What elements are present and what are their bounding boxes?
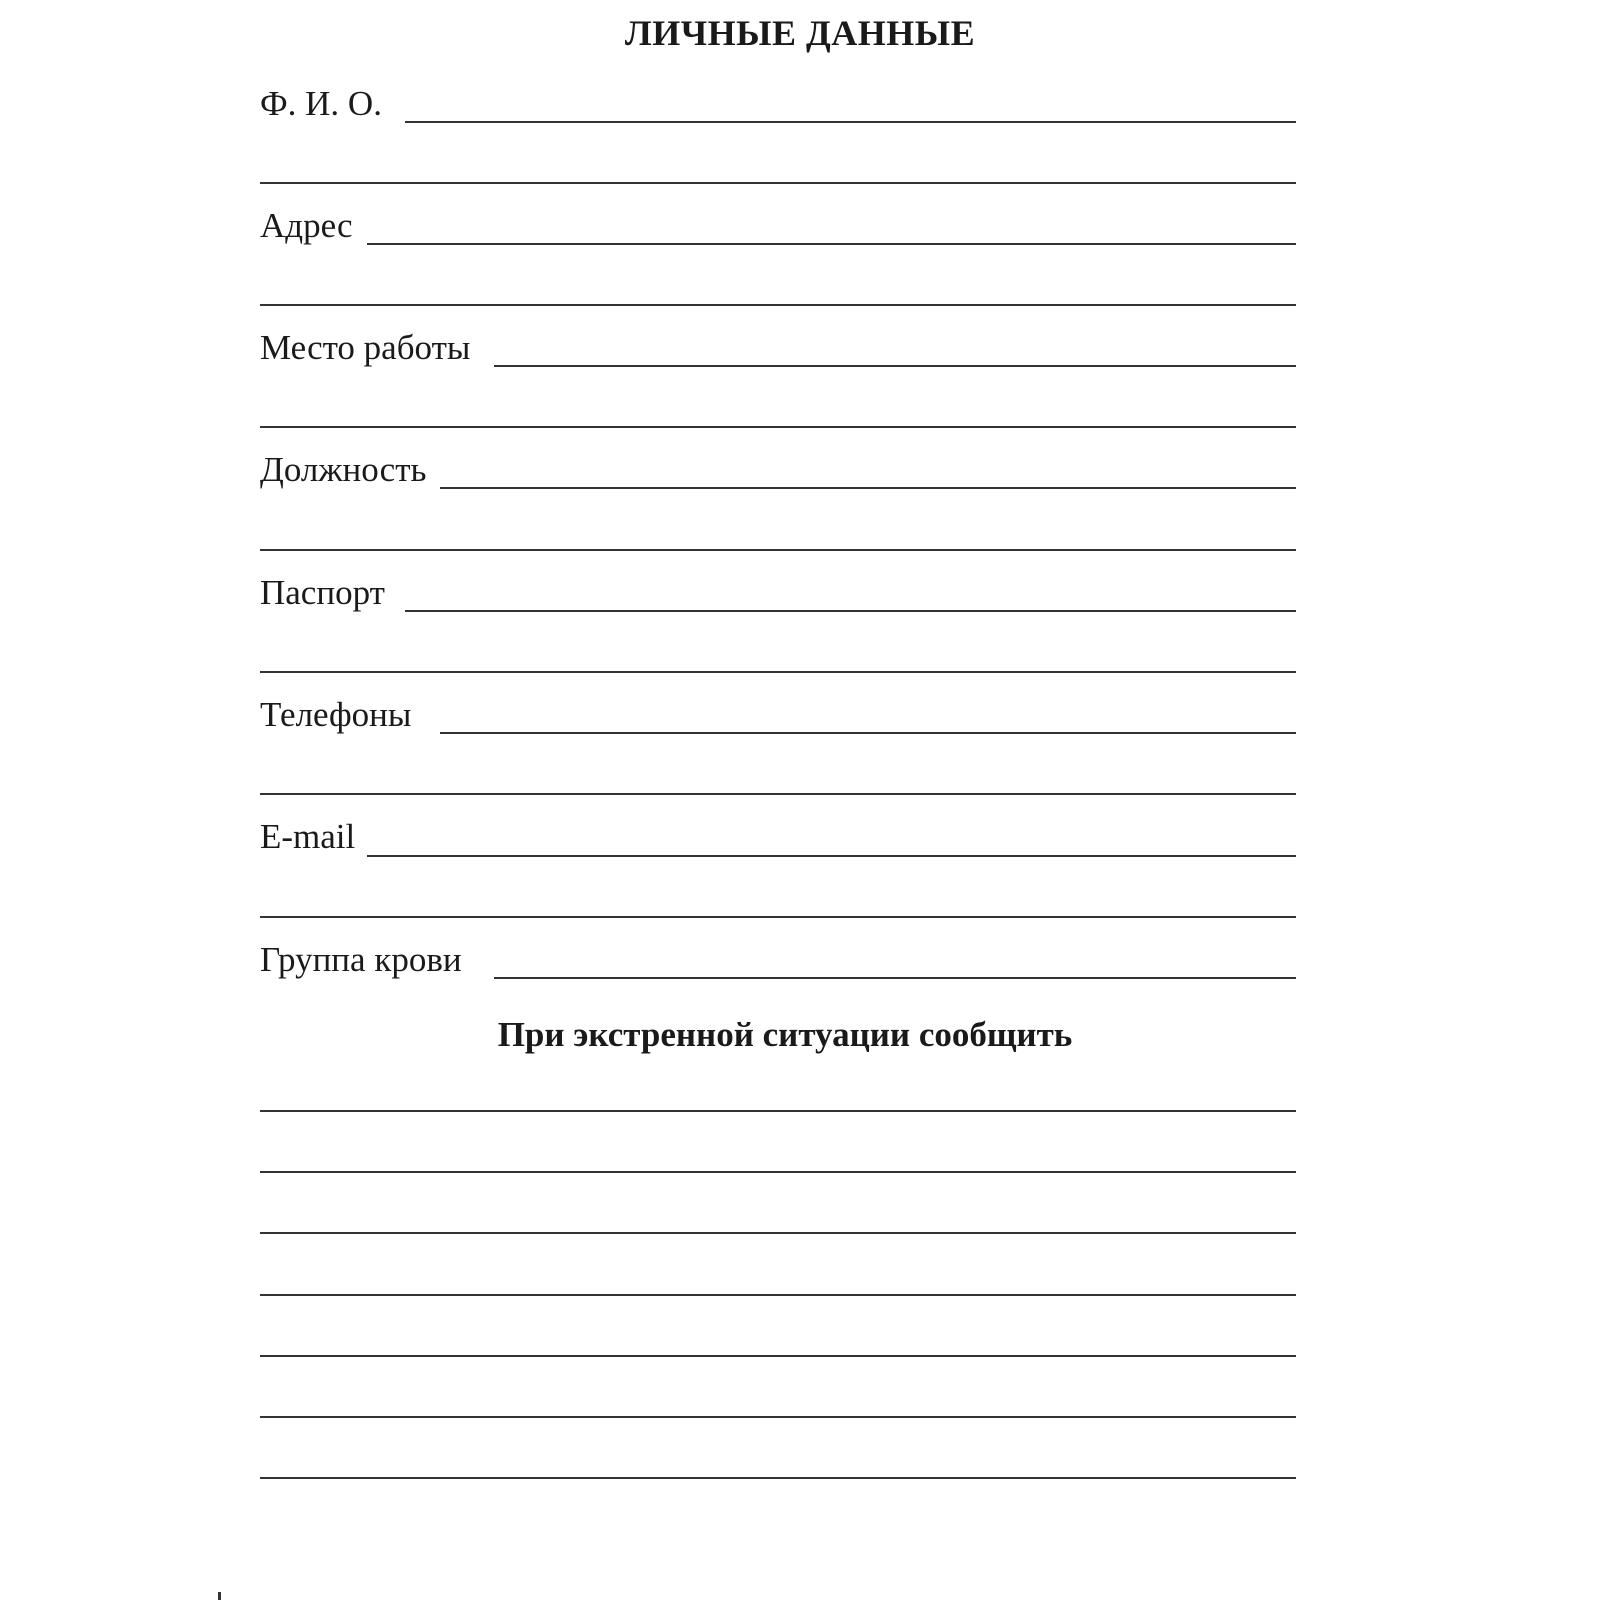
emergency-line[interactable] <box>260 1294 1296 1296</box>
address-input-line[interactable] <box>367 243 1296 245</box>
email-continuation-line[interactable] <box>260 916 1296 918</box>
emergency-line[interactable] <box>260 1171 1296 1173</box>
passport-continuation-line[interactable] <box>260 671 1296 673</box>
field-label-fio: Ф. И. О. <box>260 84 382 123</box>
position-continuation-line[interactable] <box>260 549 1296 551</box>
field-label-blood-type: Группа крови <box>260 940 462 979</box>
blood-type-input-line[interactable] <box>494 977 1296 979</box>
fio-input-line[interactable] <box>405 121 1296 123</box>
phones-input-line[interactable] <box>440 732 1296 734</box>
field-label-phones: Телефоны <box>260 695 412 734</box>
workplace-continuation-line[interactable] <box>260 426 1296 428</box>
position-input-line[interactable] <box>440 487 1296 489</box>
field-label-address: Адрес <box>260 206 353 245</box>
corner-mark <box>218 1592 221 1600</box>
fio-continuation-line[interactable] <box>260 182 1296 184</box>
field-label-passport: Паспорт <box>260 573 385 612</box>
field-label-workplace: Место работы <box>260 328 471 367</box>
emergency-line[interactable] <box>260 1355 1296 1357</box>
address-continuation-line[interactable] <box>260 304 1296 306</box>
emergency-heading: При экстренной ситуации сообщить <box>497 1015 1073 1054</box>
page-title: ЛИЧНЫЕ ДАННЫЕ <box>624 13 976 53</box>
workplace-input-line[interactable] <box>494 365 1296 367</box>
email-input-line[interactable] <box>367 855 1296 857</box>
emergency-line[interactable] <box>260 1416 1296 1418</box>
field-label-email: E-mail <box>260 817 356 856</box>
field-label-position: Должность <box>260 450 427 489</box>
phones-continuation-line[interactable] <box>260 793 1296 795</box>
passport-input-line[interactable] <box>405 610 1296 612</box>
emergency-line[interactable] <box>260 1477 1296 1479</box>
emergency-line[interactable] <box>260 1232 1296 1234</box>
emergency-line[interactable] <box>260 1110 1296 1112</box>
